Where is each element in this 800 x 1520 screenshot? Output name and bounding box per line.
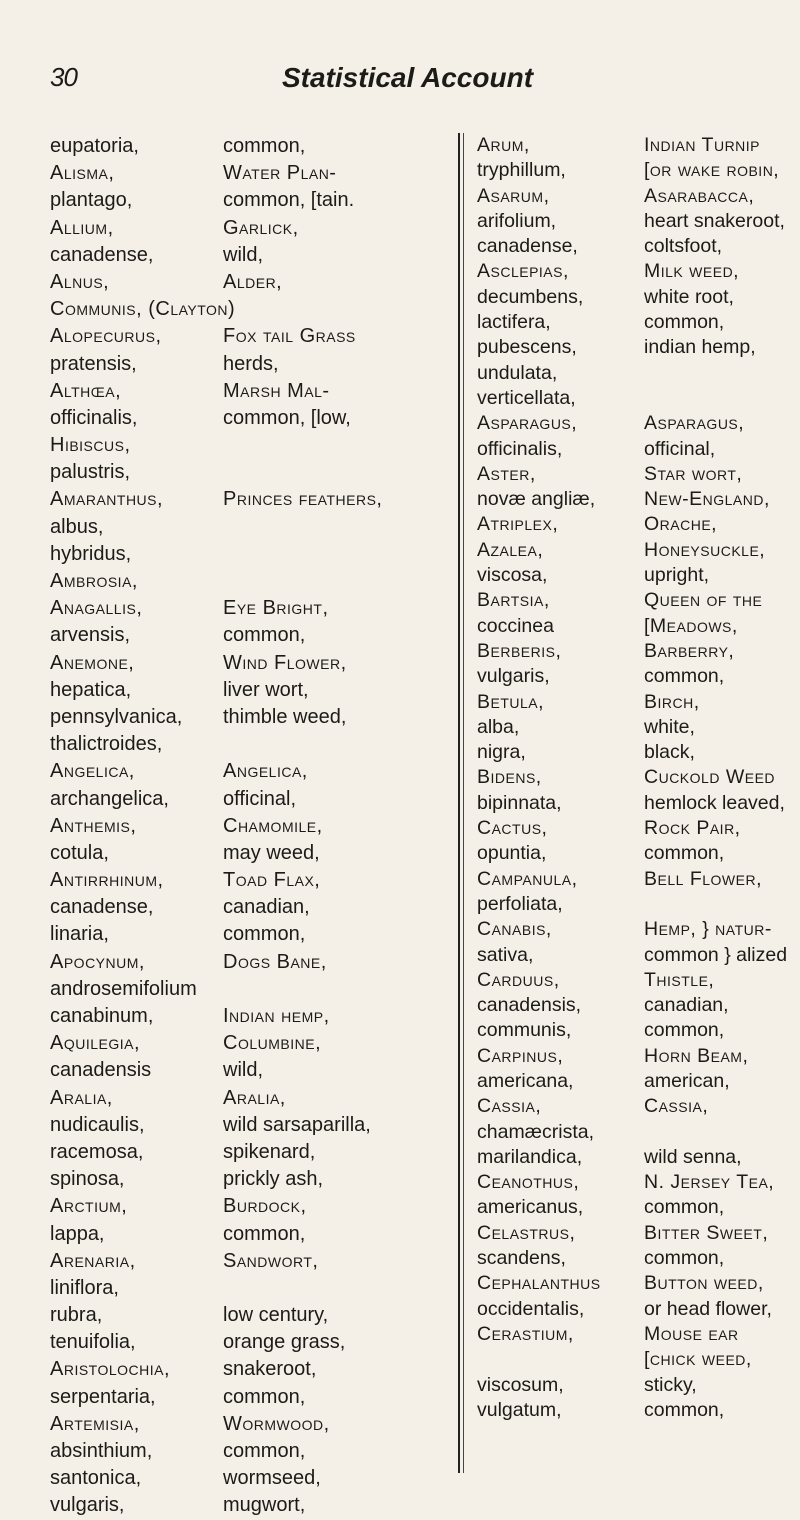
latin-name: vulgaris, [477,665,550,688]
latin-name: Aquilegia, [50,1032,141,1055]
list-item [477,816,787,841]
list-item [50,976,445,1003]
common-name: common, [644,842,725,865]
column-divider [458,133,460,1473]
common-name: common, [644,1398,725,1421]
list-item [50,160,445,187]
list-item [477,512,787,537]
list-item [50,840,445,867]
list-item [477,1322,787,1347]
common-name: common, [644,1247,725,1270]
list-item [477,487,787,512]
list-item [477,386,787,411]
list-item [50,1492,445,1519]
list-item [50,323,445,350]
latin-name: pratensis, [50,352,137,375]
latin-name: racemosa, [50,1140,144,1163]
latin-name: plantago, [50,189,133,212]
common-name: wild senna, [644,1145,742,1168]
latin-name: canabinum, [50,1005,154,1027]
common-name: New-England, [644,488,770,511]
latin-name: novæ angliæ, [477,488,596,511]
common-name: wild sarsaparilla, [223,1113,371,1136]
common-name: Rock Pair, [644,817,741,840]
list-item [477,740,787,765]
list-item [477,841,787,866]
latin-name: Celastrus, [477,1221,576,1244]
list-item [477,968,787,993]
latin-name: nudicaulis, [50,1113,145,1136]
common-name: orange grass, [223,1331,346,1354]
common-name: Horn Beam, [644,1044,749,1067]
common-name: mugwort, [223,1494,306,1517]
list-item [477,993,787,1018]
latin-name: Aralia, [50,1086,113,1109]
common-name: Columbine, [223,1032,322,1055]
common-name: Hemp, } natur- [644,918,772,941]
list-item [50,1248,445,1275]
common-name: Asparagus, [644,412,745,435]
common-name: Marsh Mal- [223,379,330,402]
list-item [50,242,445,269]
latin-name: arvensis, [50,624,131,647]
common-name: Garlick, [223,216,299,239]
list-item [50,867,445,894]
common-name: may weed, [223,841,320,864]
common-name: Indian hemp, [223,1005,330,1027]
latin-name: tenuifolia, [50,1331,136,1354]
common-name: Thistle, [644,968,715,991]
latin-name: absinthium, [50,1440,153,1462]
latin-name: Carduus, [477,968,560,991]
latin-name: Campanula, [477,867,578,890]
list-item [477,1297,787,1322]
latin-name: lappa, [50,1222,105,1245]
latin-name: pubescens, [477,336,577,359]
common-name: [chick weed, [644,1348,752,1371]
latin-name: Carpinus, [477,1044,564,1067]
list-item [50,595,445,622]
list-item [477,563,787,588]
common-name: snakeroot, [223,1358,317,1381]
common-name: heart snakeroot, [644,209,785,232]
latin-name: palustris, [50,461,131,484]
latin-name: Arum, [477,134,530,156]
list-item [477,209,787,234]
latin-name: coccinea [477,614,554,637]
common-name: low century, [223,1304,329,1327]
latin-name: viscosa, [477,564,548,587]
latin-name: viscosum, [477,1373,564,1396]
list-item [477,1120,787,1145]
list-item [477,437,787,462]
list-item [477,538,787,563]
latin-name: Atriplex, [477,513,559,536]
list-item [477,234,787,259]
right-column [477,133,787,1423]
latin-name: tryphillum, [477,159,566,182]
latin-name: Betula, [477,690,545,713]
common-name: Cassia, [644,1095,709,1118]
list-item [50,459,445,486]
latin-name: Cassia, [477,1095,542,1118]
common-name: wild, [223,243,264,266]
list-item [477,133,787,158]
common-name: Eye Bright, [223,597,329,620]
common-name: hemlock leaved, [644,791,785,814]
list-item [477,1069,787,1094]
common-name: white root, [644,285,734,308]
latin-name: Arctium, [50,1195,128,1218]
latin-name: Aster, [477,462,536,485]
list-item [477,1398,787,1423]
list-item [50,486,445,513]
common-name: common, [223,135,306,157]
latin-name: officinalis, [477,437,563,460]
latin-name: Aristolochia, [50,1358,171,1381]
latin-name: Anemone, [50,651,135,674]
column-divider-inner [463,133,464,1473]
latin-name: albus, [50,515,104,538]
latin-name: canadense, [50,896,154,919]
list-item [477,259,787,284]
latin-name: eupatoria, [50,135,139,157]
list-item [477,1347,787,1372]
latin-name: Bartsia, [477,589,550,612]
common-name: black, [644,741,695,764]
latin-name: sativa, [477,943,534,966]
common-name: common, [644,665,725,688]
common-name: common, [low, [223,406,351,429]
list-item [477,1145,787,1170]
common-name: Water Plan- [223,162,337,185]
common-name: Barberry, [644,639,735,662]
common-name: spikenard, [223,1140,316,1163]
latin-name: americana, [477,1069,574,1092]
latin-name: liniflora, [50,1276,119,1299]
common-name: Button weed, [644,1272,764,1295]
common-name: common, [223,1440,306,1462]
list-item [50,133,445,160]
common-name: [Meadows, [644,614,738,637]
common-name: wild, [223,1059,264,1082]
list-item [477,765,787,790]
common-name: Princes feathers, [223,488,383,511]
common-name: Cuckold Weed [644,766,776,789]
common-name: Bitter Sweet, [644,1221,769,1244]
common-name: common, [223,1385,306,1408]
latin-name: cotula, [50,841,109,864]
latin-name: Cactus, [477,817,548,840]
latin-name: Arenaria, [50,1249,136,1272]
list-item [477,1170,787,1195]
list-item [50,1193,445,1220]
common-name: upright, [644,564,710,587]
list-item [50,1384,445,1411]
list-item [477,1094,787,1119]
latin-name: Allium, [50,216,114,239]
list-item [50,1112,445,1139]
latin-name: communis, [477,1019,572,1042]
latin-name: hybridus, [50,542,132,565]
list-item [477,943,787,968]
latin-name: Althœa, [50,379,122,402]
list-item [50,677,445,704]
list-item [50,622,445,649]
list-item [477,462,787,487]
common-name: Wormwood, [223,1412,330,1435]
latin-name: Hibiscus, [50,434,131,457]
common-name: Wind Flower, [223,651,347,674]
list-item [50,1465,445,1492]
latin-name: canadense, [50,243,154,266]
latin-name: undulata, [477,361,558,384]
latin-name: opuntia, [477,842,547,865]
common-name: Orache, [644,513,718,536]
common-name: indian hemp, [644,336,756,359]
list-item [50,215,445,242]
latin-name: Bidens, [477,766,542,789]
common-name: Honeysuckle, [644,538,766,561]
latin-name: marilandica, [477,1145,583,1168]
common-name: [or wake robin, [644,159,780,182]
common-name: Toad Flax, [223,869,321,892]
common-name: sticky, [644,1373,697,1396]
common-name: Fox tail Grass [223,325,356,348]
page-number: 30 [50,62,77,92]
common-name: officinal, [644,437,716,460]
common-name: Burdock, [223,1195,307,1218]
list-item [477,310,787,335]
list-item [50,1438,445,1465]
latin-name: occidentalis, [477,1297,585,1320]
common-name: white, [644,715,695,738]
latin-name: thalictroides, [50,733,163,756]
list-item [477,1044,787,1069]
latin-name: archangelica, [50,787,169,810]
latin-name: Cerastium, [477,1322,574,1345]
common-name: Asarabacca, [644,184,755,207]
latin-name: Asclepias, [477,260,569,283]
list-item [50,269,445,296]
latin-name: hepatica, [50,678,132,701]
latin-name: chamæcrista, [477,1120,595,1143]
list-item [477,1018,787,1043]
latin-name: Ambrosia, [50,570,138,592]
common-name: Aralia, [223,1086,286,1109]
list-item [477,867,787,892]
latin-name: serpentaria, [50,1385,156,1408]
latin-name: verticellata, [477,386,576,409]
list-item [477,1195,787,1220]
common-name: common, [644,311,725,334]
common-name: herds, [223,352,279,375]
latin-name: canadensis [50,1059,152,1082]
list-item [477,892,787,917]
common-name: common, [644,1196,725,1219]
latin-name: Antirrhinum, [50,869,164,892]
common-name: Mouse ear [644,1322,739,1345]
list-item [50,1139,445,1166]
common-name: thimble weed, [223,705,347,728]
common-name: Dogs Bane, [223,950,327,973]
list-item [50,1221,445,1248]
list-item [50,187,445,214]
latin-name: lactifera, [477,311,551,334]
list-item [50,1411,445,1438]
list-item [50,378,445,405]
list-item [50,1275,445,1302]
list-item [50,1003,445,1030]
common-name: Indian Turnip [644,134,761,156]
list-item [50,1030,445,1057]
common-name: Birch, [644,690,700,713]
latin-name: decumbens, [477,285,584,308]
list-item [50,432,445,459]
common-name: or head flower, [644,1297,772,1320]
latin-name: Alopecurus, [50,325,162,348]
latin-name: linaria, [50,923,109,946]
list-item [50,1057,445,1084]
list-item [50,1329,445,1356]
latin-name: rubra, [50,1304,103,1327]
list-item [50,758,445,785]
latin-name: pennsylvanica, [50,705,183,728]
latin-name: arifolium, [477,209,557,232]
common-name: common, [223,1222,306,1245]
list-item [477,184,787,209]
common-name: common, [tain. [223,189,355,212]
common-name: common, [223,624,306,647]
list-item [50,1302,445,1329]
latin-name: Communis, (Clayton) [50,298,236,321]
list-item [50,541,445,568]
list-item [50,296,445,323]
latin-name: Asparagus, [477,412,578,435]
latin-name: bipinnata, [477,791,562,814]
latin-name: vulgatum, [477,1398,562,1421]
common-name: Sandwort, [223,1249,319,1272]
list-item [50,650,445,677]
common-name: Queen of the [644,589,763,612]
latin-name: Alnus, [50,270,110,293]
common-name: Bell Flower, [644,867,763,890]
common-name: Milk weed, [644,260,740,283]
list-item [50,568,445,595]
list-item [477,1271,787,1296]
list-item [477,690,787,715]
list-item [477,335,787,360]
latin-name: canadensis, [477,994,582,1017]
list-item [477,664,787,689]
latin-name: Azalea, [477,538,544,561]
list-item [50,514,445,541]
latin-name: Alisma, [50,162,115,185]
latin-name: Anagallis, [50,597,143,620]
latin-name: vulgaris, [50,1494,125,1517]
common-name: Angelica, [223,760,308,783]
list-item [477,614,787,639]
common-name: Star wort, [644,462,743,485]
latin-name: santonica, [50,1467,142,1490]
list-item [50,731,445,758]
left-column [50,133,445,1520]
list-item [477,361,787,386]
latin-name: spinosa, [50,1168,125,1191]
common-name: prickly ash, [223,1168,324,1191]
latin-name: Canabis, [477,918,552,941]
latin-name: canadense, [477,235,578,258]
common-name: Chamomile, [223,814,323,837]
list-item [50,813,445,840]
latin-name: Asarum, [477,184,550,207]
latin-name: alba, [477,715,520,738]
latin-name: Angelica, [50,760,135,783]
common-name: common, [644,1019,725,1042]
latin-name: Artemisia, [50,1412,140,1435]
list-item [50,1356,445,1383]
list-item [477,917,787,942]
list-item [477,285,787,310]
common-name: american, [644,1069,730,1092]
common-name: N. Jersey Tea, [644,1171,775,1194]
list-item [50,704,445,731]
page-header [0,62,800,102]
list-item [477,158,787,183]
common-name: canadian, [644,994,729,1017]
latin-name: officinalis, [50,406,138,429]
list-item [50,921,445,948]
list-item [50,894,445,921]
common-name: common } alized [644,943,788,966]
list-item [50,1166,445,1193]
list-item [50,786,445,813]
list-item [50,949,445,976]
list-item [477,715,787,740]
common-name: wormseed, [223,1467,321,1490]
list-item [477,639,787,664]
list-item [50,405,445,432]
latin-name: perfoliata, [477,892,563,915]
running-title: Statistical Account [282,62,534,93]
common-name: officinal, [223,787,297,810]
latin-name: Apocynum, [50,950,145,973]
list-item [477,588,787,613]
latin-name: Amaranthus, [50,488,164,511]
list-item [477,1246,787,1271]
latin-name: americanus, [477,1196,584,1219]
common-name: canadian, [223,896,310,919]
common-name: liver wort, [223,678,309,701]
latin-name: scandens, [477,1247,566,1270]
latin-name: Cephalanthus [477,1272,601,1295]
latin-name: Anthemis, [50,814,137,837]
list-item [477,791,787,816]
list-item [50,1085,445,1112]
list-item [477,411,787,436]
latin-name: nigra, [477,741,526,764]
common-name: common, [223,923,306,946]
common-name: Alder, [223,270,283,293]
latin-name: Ceanothus, [477,1171,580,1194]
list-item [477,1221,787,1246]
list-item [50,351,445,378]
latin-name: androsemifolium [50,977,197,1000]
latin-name: Berberis, [477,639,562,662]
common-name: coltsfoot, [644,235,723,258]
list-item [477,1373,787,1398]
